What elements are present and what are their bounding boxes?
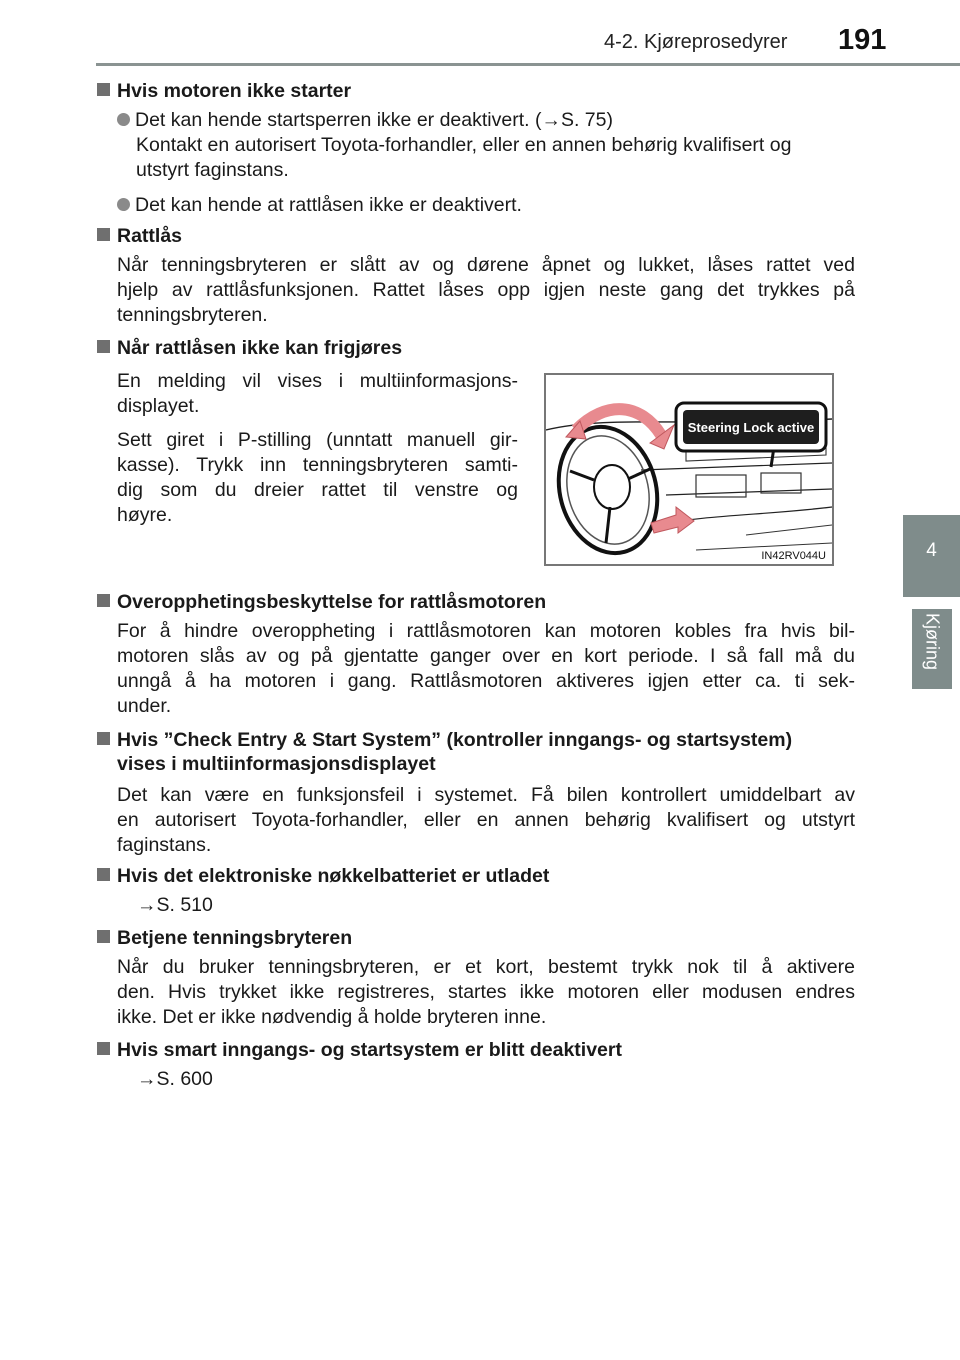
heading-check-entry-start-cont: vises i multiinformasjonsdisplayet — [117, 753, 436, 775]
chapter-number: 4 — [926, 540, 937, 561]
square-bullet-icon — [97, 83, 110, 96]
steering-lock-illustration — [544, 373, 834, 566]
header-rule — [96, 63, 960, 66]
chapter-label-tab — [912, 609, 952, 689]
heading-smart-entry-deactivated: Hvis smart inngangs- og startsystem er blitt deaktivert — [97, 1037, 622, 1063]
bullet-steering-lock: Det kan hende at rattlåsen ikke er deaktivert. — [117, 193, 522, 218]
heading-overheat-protection: Overopphetingsbeskyttelse for rattlåsmotoren — [97, 589, 546, 615]
reference-smart-entry: →S. 600 — [137, 1068, 213, 1090]
dashboard-drawing — [546, 375, 832, 564]
square-bullet-icon — [97, 1042, 110, 1055]
heading-steering-lock: Rattlås — [97, 223, 182, 249]
paragraph-steering-lock: Når tenningsbryteren er slått av og dørene åpnet og lukket, låses rattet ved hjelp av rattlåsfunksjonen. Rattet låses opp igjen neste gang det trykkes på tenningsbryteren. — [117, 254, 855, 326]
figure-code: IN42RV044U — [761, 550, 826, 562]
heading-key-battery: Hvis det elektroniske nøkkelbatteriet er utladet — [97, 863, 549, 889]
square-bullet-icon — [97, 340, 110, 353]
section-title: 4-2. Kjøreprosedyrer — [604, 31, 788, 53]
page-number: 191 — [838, 24, 887, 56]
square-bullet-icon — [97, 594, 110, 607]
paragraph-operate-switch: Når du bruker tenningsbryteren, er et kort, bestemt trykk nok til å aktivere den. Hvis trykket ikke registreres, startes ikke motoren eller modusen endres ikke. Det er ikke nødvendig å holde bryteren inne. — [117, 956, 855, 1028]
paragraph-overheat: For å hindre overoppheting i rattlåsmotoren kan motoren kobles fra hvis bil- motoren slås av og på gjentatte ganger over en kort periode. I så fall må du unngå å ha motoren i gang. Rattlåsmotoren aktiveres igjen etter ca. ti sek- under. — [117, 620, 855, 717]
paragraph-malfunction: Det kan være en funksjonsfeil i systemet. Få bilen kontrollert umiddelbart av en autorisert Toyota-forhandler, eller en annen behørig kvalifisert og utstyrt faginstans. — [117, 784, 855, 856]
heading-lock-not-released: Når rattlåsen ikke kan frigjøres — [97, 335, 402, 361]
paragraph-message: En melding vil vises i multiinformasjons- displayet. — [117, 370, 518, 417]
round-bullet-icon — [117, 113, 130, 126]
bullet-immobilizer: Det kan hende startsperren ikke er deaktivert. (→S. 75) Kontakt en autorisert Toyota-forhandler, eller en annen behørig kvalifisert og utstyrt faginstans. — [117, 108, 791, 183]
display-message: Steering Lock active — [687, 420, 815, 435]
square-bullet-icon — [97, 930, 110, 943]
heading-check-entry-start: Hvis ”Check Entry & Start System” (kontroller inngangs- og startsystem) — [97, 727, 792, 753]
square-bullet-icon — [97, 732, 110, 745]
heading-operate-switch: Betjene tenningsbryteren — [97, 925, 352, 951]
chapter-title: Kjøring — [922, 613, 943, 671]
reference-key-battery: →S. 510 — [137, 894, 213, 916]
paragraph-shift-to-p: Sett giret i P-stilling (unntatt manuell gir- kasse). Trykk inn tenningsbryteren samti- dig som du dreier rattet til venstre og høyre. — [117, 429, 518, 526]
square-bullet-icon — [97, 228, 110, 241]
round-bullet-icon — [117, 198, 130, 211]
heading-motor-not-starting: Hvis motoren ikke starter — [97, 78, 351, 104]
square-bullet-icon — [97, 868, 110, 881]
